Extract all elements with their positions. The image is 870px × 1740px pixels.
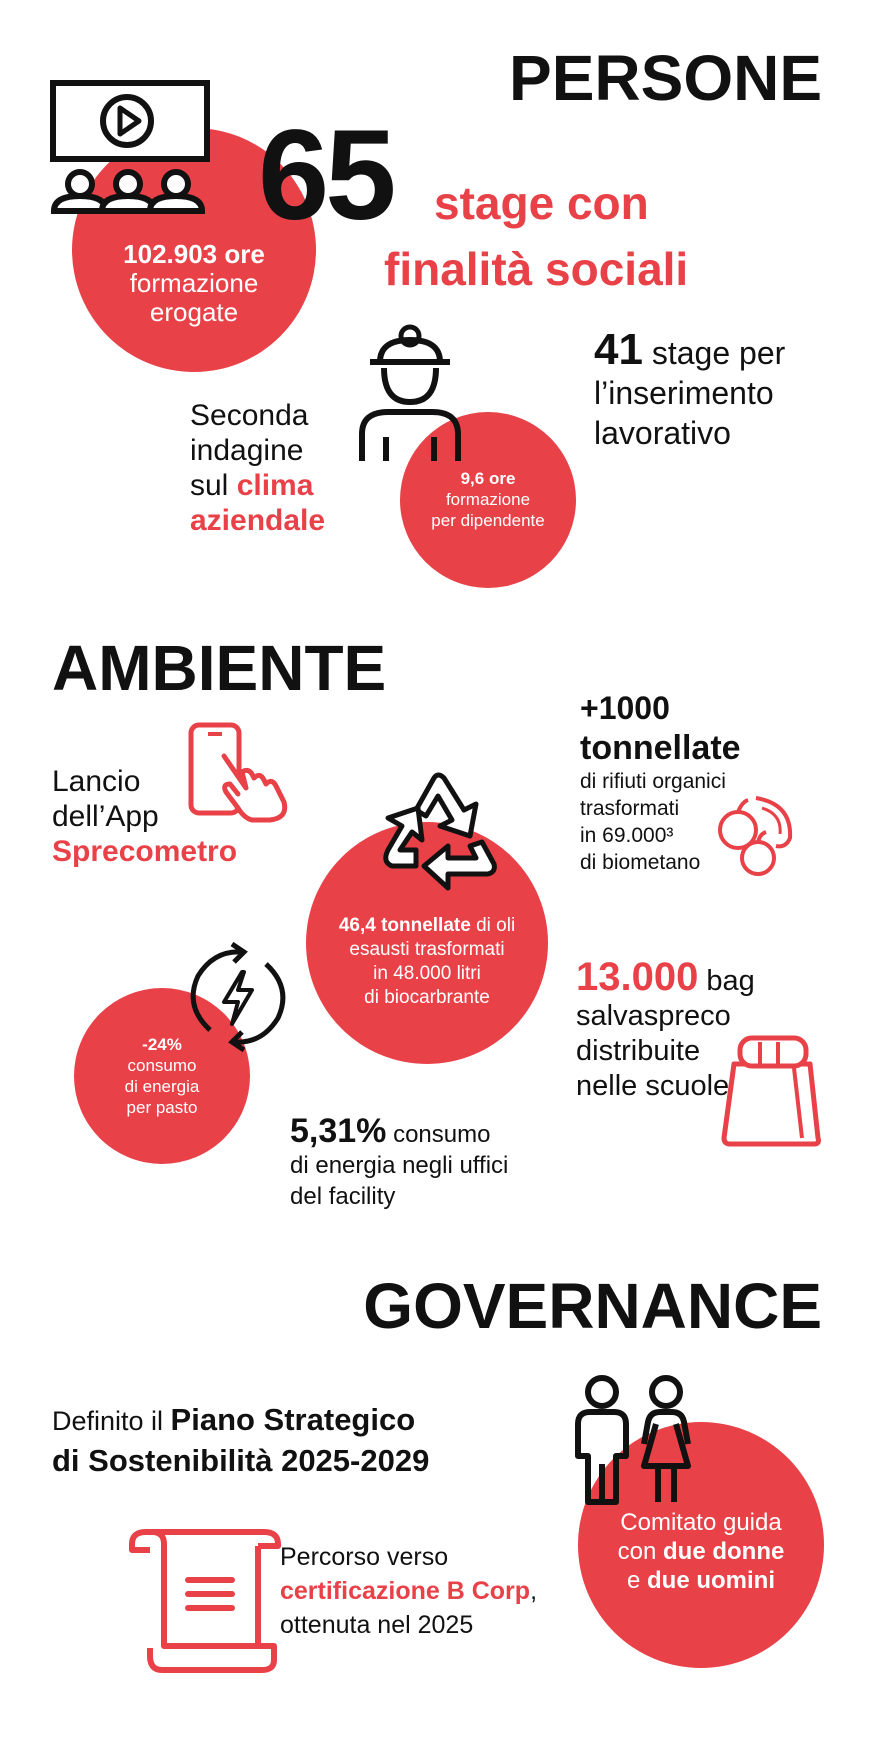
hours-per-employee-text [400,468,576,531]
bag-label-3: distribuite [576,1035,701,1067]
section-title-ambiente: AMBIENTE [52,632,387,704]
training-hours-label-2: erogate [149,297,239,327]
oil-label-4: di biocarbrante [364,987,490,1008]
office-energy-label-1: consumo [386,1121,491,1148]
bcorp-text [280,1540,537,1642]
stage-41-label-1: stage per [651,335,786,371]
survey-label-1: Seconda [190,399,309,432]
section-title-persone: PERSONE [509,42,822,114]
committee-label-2: con [617,1538,664,1565]
survey-label-3: sul [190,469,237,502]
committee-women: due donne [663,1538,785,1565]
bcorp-label-3: ottenuta nel 2025 [280,1611,474,1639]
survey-label-2: indagine [190,434,304,467]
oil-value: 46,4 tonnellate [338,915,471,936]
video-training-icon [50,80,210,215]
committee-text [580,1508,822,1595]
strategic-plan-text [52,1400,429,1481]
stage-41-number: 41 [594,325,643,374]
app-label-1: Lancio [52,765,141,798]
bag-label-2: salvaspreco [576,1000,731,1032]
energy-label-3: per pasto [126,1098,198,1117]
stage-count: 65 [258,104,393,247]
office-energy-value: 5,31% [290,1112,387,1150]
energy-value: -24% [142,1035,182,1054]
bcorp-label-1: Percorso verso [280,1543,449,1571]
strategic-plan-label: Definito il [52,1406,171,1436]
bag-label-4: nelle scuole [576,1070,730,1102]
survey-accent-1: clima [236,469,314,502]
oil-label-3: in 48.000 litri [373,963,481,984]
oil-label-1: di oli [470,915,516,936]
energy-label-2: di energia [124,1077,200,1096]
strategic-plan-name-2: di Sostenibilità 2025-2029 [52,1443,430,1478]
office-energy-label-2: di energia negli uffici [290,1152,509,1179]
energy-label-1: consumo [127,1056,197,1075]
stage-label-2: finalità sociali [384,243,689,295]
bag-label-1: bag [698,965,755,997]
committee-men: due uomini [647,1567,775,1594]
scroll-document-icon [128,1528,288,1674]
hours-per-employee-label-1: formazione [445,490,531,509]
strategic-plan-name-1: Piano Strategico [170,1402,416,1437]
app-label-2: dell’App [52,800,159,833]
paper-bag-icon [720,1030,824,1148]
app-launch-text [52,764,237,869]
oil-label-2: esausti trasformati [349,939,505,960]
bcorp-comma: , [530,1577,538,1605]
hours-per-employee-label-2: per dipendente [431,511,545,530]
stage-41-label-3: lavorativo [594,415,731,451]
organic-waste-label-3: in 69.000³ [580,824,674,847]
organic-waste-unit: tonnellate [580,729,741,767]
hours-per-employee-value: 9,6 ore [460,469,516,488]
fruit-icon [712,788,798,878]
bcorp-certification: certificazione B Corp [280,1577,531,1605]
stage-41-label-2: l’inserimento [594,375,774,411]
stage-label-1: stage con [434,177,649,229]
committee-label-3: e [626,1567,647,1594]
training-hours-label-1: formazione [129,268,259,298]
training-hours-text [72,240,316,327]
organic-waste-label-1: di rifiuti organici [580,770,726,793]
stage-41-block [594,325,786,453]
worker-icon [358,322,462,464]
office-energy-label-3: del facility [290,1183,396,1210]
bag-count: 13.000 [576,955,699,999]
survey-accent-2: aziendale [190,504,326,537]
office-energy-text [290,1112,509,1212]
oil-text [310,914,544,1010]
survey-text [190,398,325,538]
people-icon [572,1374,704,1506]
organic-waste-value: +1000 [580,690,670,726]
energy-text [74,1034,250,1118]
recycle-icon [372,770,498,892]
app-name: Sprecometro [52,835,238,868]
committee-label-1: Comitato guida [620,1509,782,1536]
training-hours-value: 102.903 ore [123,239,265,269]
organic-waste-label-2: trasformati [580,797,680,820]
organic-waste-label-4: di biometano [580,851,701,874]
section-title-governance: GOVERNANCE [363,1270,822,1342]
